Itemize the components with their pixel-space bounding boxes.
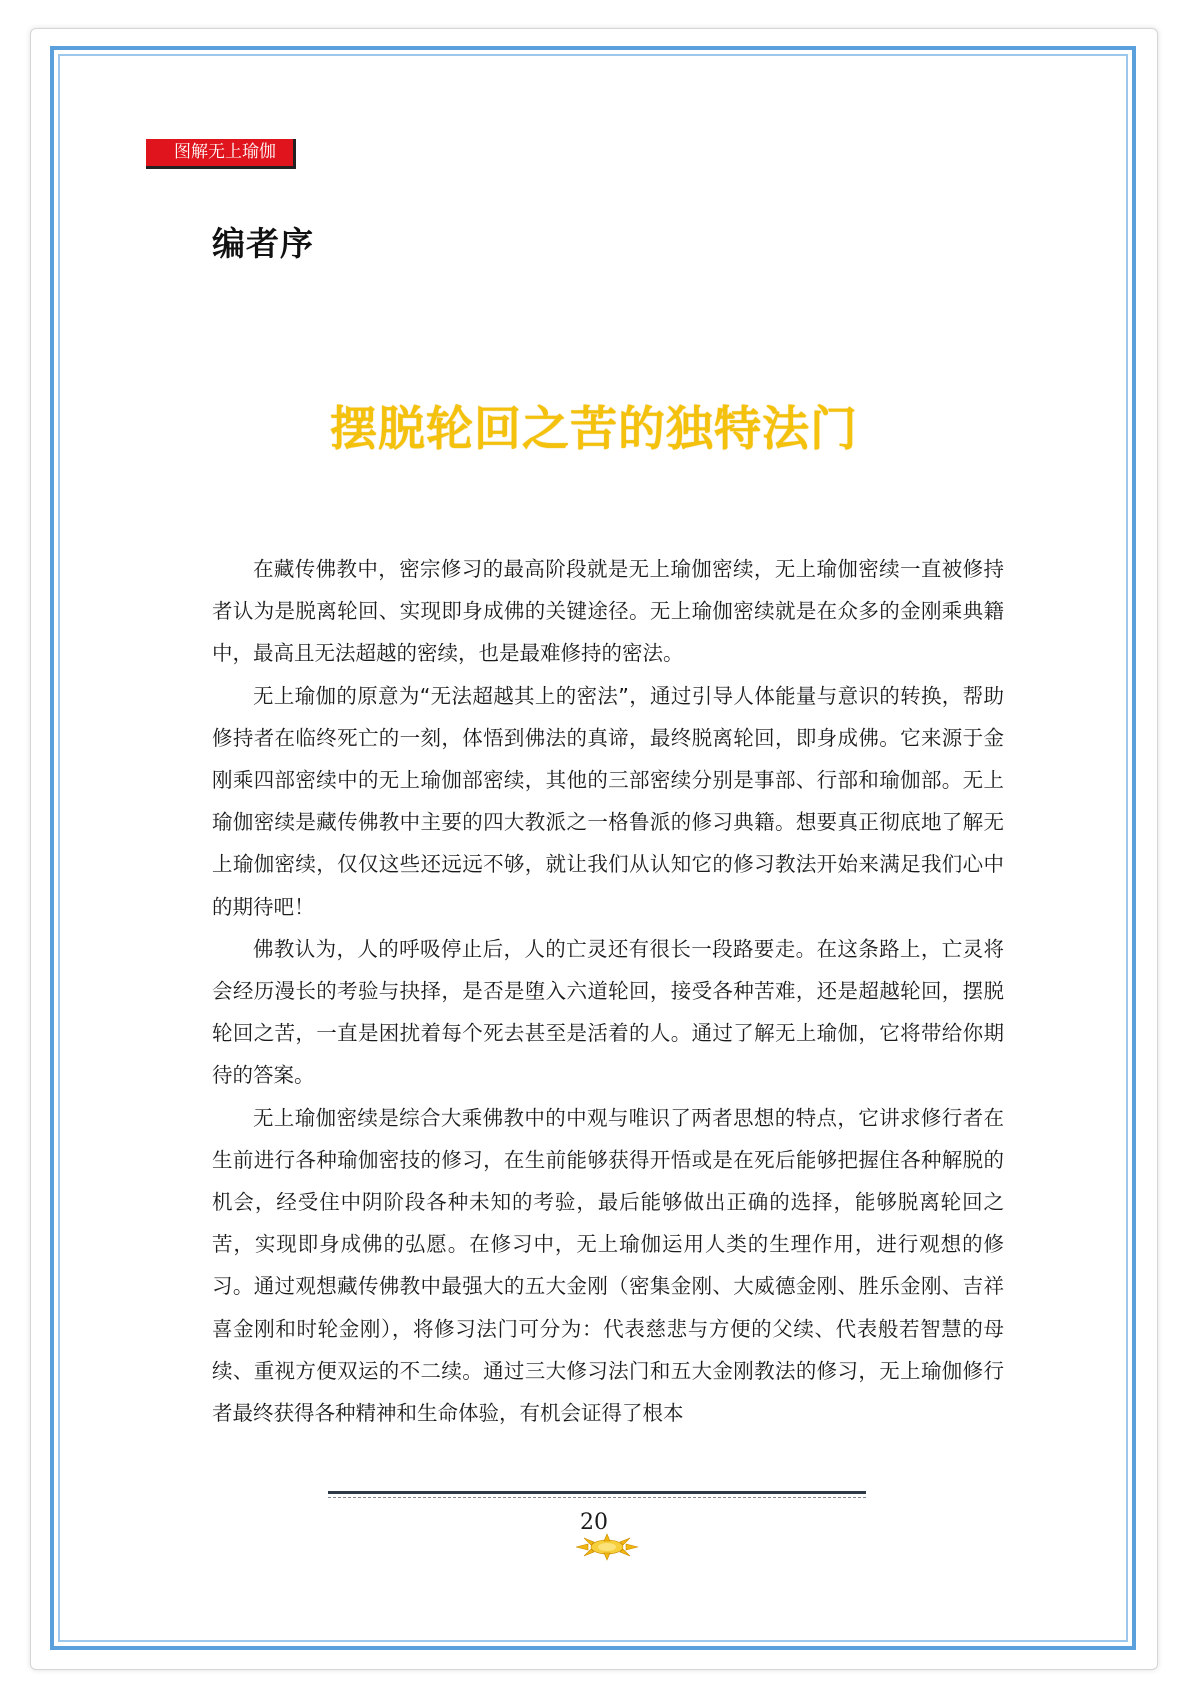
footer-divider-dashed <box>328 1497 866 1498</box>
article-headline: 摆脱轮回之苦的独特法门 <box>330 402 858 457</box>
paragraph: 无上瑜伽密续是综合大乘佛教中的中观与唯识了两者思想的特点，它讲求修行者在生前进行各种瑜伽密技的修习，在生前能够获得开悟或是在死后能够把握住各种解脱的机会，经受住中阴阶段各种未知的考验，最后能够做出正确的选择，能够脱离轮回之苦，实现即身成佛的弘愿。在修习中，无上瑜伽运用人类的生理作用，进行观想的修习。通过观想藏传佛教中最强大的五大金刚（密集金刚、大威德金刚、胜乐金刚、吉祥喜金刚和时轮金刚），将修习法门可分为：代表慈悲与方便的父续、代表般若智慧的母续、重视方便双运的不二续。通过三大修习法门和五大金刚教法的修习，无上瑜伽修行者最终获得各种精神和生命体验，有机会证得了根本 <box>212 1105 1004 1426</box>
section-title: 编者序 <box>212 224 314 263</box>
paragraph: 在藏传佛教中，密宗修习的最高阶段就是无上瑜伽密续，无上瑜伽密续一直被修持者认为是脱离轮回、实现即身成佛的关键途径。无上瑜伽密续就是在众多的金刚乘典籍中，最高且无法超越的密续，也是最难修持的密法。 <box>212 557 1004 666</box>
paragraph: 无上瑜伽的原意为“无法超越其上的密法”，通过引导人体能量与意识的转换，帮助修持者在临终死亡的一刻，体悟到佛法的真谛，最终脱离轮回，即身成佛。它来源于金刚乘四部密续中的无上瑜伽部密续，其他的三部密续分别是事部、行部和瑜伽部。无上瑜伽密续是藏传佛教中主要的四大教派之一格鲁派的修习典籍。想要真正彻底地了解无上瑜伽密续，仅仅这些还远远不够，就让我们从认知它的修习教法开始来满足我们心中的期待吧！ <box>212 683 1004 919</box>
page-number: 20 <box>580 1510 608 1535</box>
paragraph: 佛教认为，人的呼吸停止后，人的亡灵还有很长一段路要走。在这条路上，亡灵将会经历漫长的考验与抉择，是否是堕入六道轮回，接受各种苦难，还是超越轮回，摆脱轮回之苦，一直是困扰着每个死去甚至是活着的人。通过了解无上瑜伽，它将带给你期待的答案。 <box>212 936 1004 1088</box>
sun-ornament-icon <box>572 1532 642 1562</box>
footer-divider <box>328 1491 866 1494</box>
book-title-tag: 图解无上瑜伽 <box>146 139 296 169</box>
article-body <box>212 548 1004 1434</box>
